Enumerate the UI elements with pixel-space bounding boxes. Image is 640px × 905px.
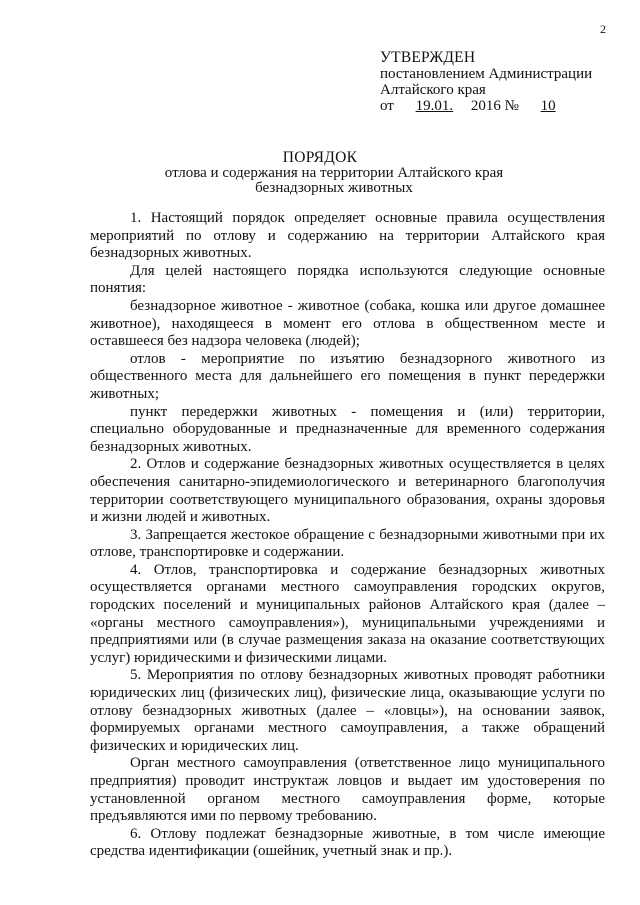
- paragraph: 3. Запрещается жестокое обращение с безнадзорными животными при их отлове, транспортировке и содержании.: [90, 526, 605, 561]
- paragraph: 4. Отлов, транспортировка и содержание безнадзорных животных осуществляется органами местного самоуправления городских округов, городских поселений и муниципальных районов Алтайского края (далее – «органы местного самоуправления»), муниципальными учреждениями и предприятиями или (в случае размещения заказа на оказание соответствующих услуг) юридическими и физическими лицами.: [90, 561, 605, 666]
- approval-line-2: Алтайского края: [380, 82, 486, 98]
- approval-date: 19.01.: [415, 98, 454, 114]
- approval-line-1: постановлением Администрации: [380, 66, 593, 82]
- document-title: [0, 150, 640, 197]
- paragraph: 2. Отлов и содержание безнадзорных животных осуществляется в целях обеспечения санитарно-эпидемиологического и ветеринарного благополучия территории соответствующего муниципального образования, охраны здоровья и жизни людей и животных.: [90, 456, 605, 526]
- page-number: 2: [600, 22, 606, 36]
- approval-year: 2016 №: [470, 98, 519, 114]
- paragraph: 5. Мероприятия по отлову безнадзорных животных проводят работники юридических лиц (физических лиц), физические лица, оказывающие услуги по отлову безнадзорных животных (далее – «ловцы»), на основании заявок, формируемых органами местного самоуправления, а также обращений физических и юридических лиц.: [90, 667, 605, 754]
- title-subtitle-line-1: отлова и содержания на территории Алтайского края: [164, 164, 504, 181]
- paragraph: Для целей настоящего порядка используются следующие основные понятия:: [90, 262, 605, 297]
- title-subtitle-line-2: безнадзорных животных: [255, 180, 413, 196]
- paragraph: Орган местного самоуправления (ответственное лицо муниципального предприятия) проводит инструктаж ловцов и выдает им удостоверения по установленной органом местного самоуправления форме, которые предъявляются ими по первому требованию.: [90, 755, 605, 825]
- approval-stamp-block: [380, 50, 592, 114]
- date-prefix: от: [380, 98, 394, 114]
- paragraph: пункт передержки животных - помещения и (или) территории, специально оборудованные и предназначенные для временного содержания безнадзорных животных.: [90, 403, 605, 455]
- approval-number: 10: [540, 98, 556, 114]
- paragraph: 1. Настоящий порядок определяет основные правила осуществления мероприятий по отлову и содержанию на территории Алтайского края безнадзорных животных.: [90, 210, 605, 262]
- paragraph: отлов - мероприятие по изъятию безнадзорного животного из общественного места для дальнейшего его помещения в пункт передержки животных;: [90, 350, 605, 402]
- paragraph: 6. Отлову подлежат безнадзорные животные, в том числе имеющие средства идентификации (ошейник, учетный знак и пр.).: [90, 825, 605, 860]
- approval-date-line: [380, 98, 592, 114]
- paragraph: безнадзорное животное - животное (собака, кошка или другое домашнее животное), находящееся в момент его отлова в общественном месте и оставшееся без надзора человека (людей);: [90, 297, 605, 350]
- document-body: [90, 210, 605, 861]
- title-heading: ПОРЯДОК: [282, 149, 358, 166]
- approved-label: УТВЕРЖДЕН: [380, 49, 476, 66]
